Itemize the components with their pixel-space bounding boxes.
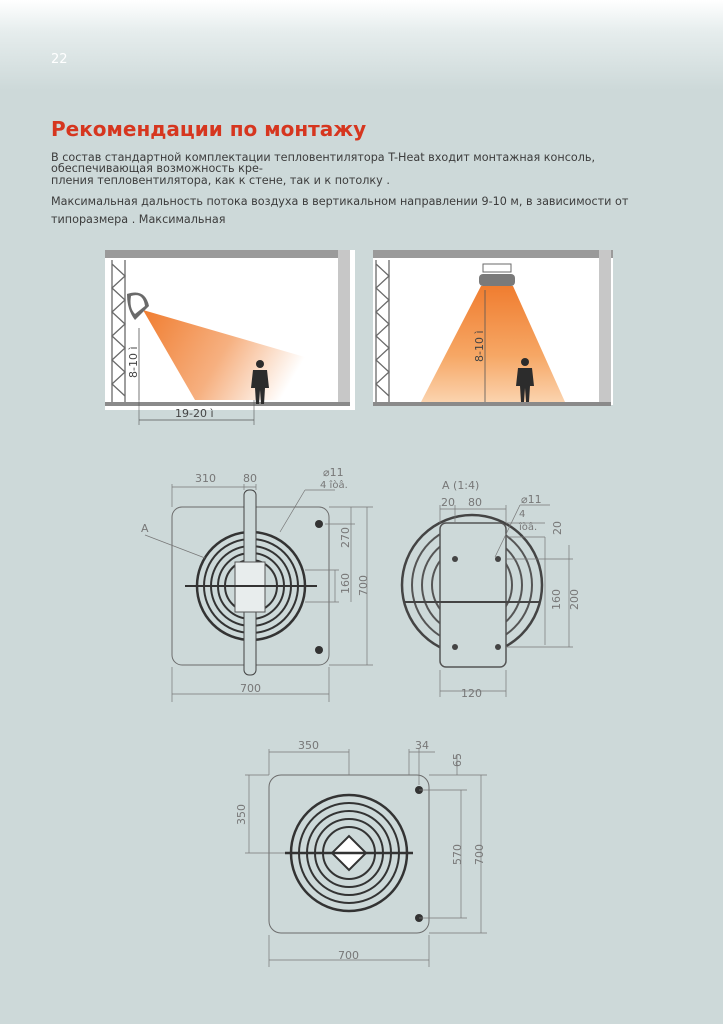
ceiling-mount-diagram bbox=[373, 250, 618, 410]
wall-distance-label: 19-20 ì bbox=[175, 407, 214, 420]
page-header-gradient bbox=[0, 0, 723, 90]
ceiling-heater-icon bbox=[479, 264, 515, 286]
hole-count-number: 4 bbox=[519, 509, 526, 520]
dim-350-horizontal: 350 bbox=[298, 739, 319, 752]
floor bbox=[105, 402, 350, 406]
dim-160: 160 bbox=[339, 573, 352, 594]
hole-count-label: 4 îòâ. bbox=[320, 480, 348, 491]
paragraph-3: Максимальная дальность потока воздуха в вертикальном направлении 9-10 м, в зависимости от bbox=[51, 195, 629, 208]
hole-diameter-label: ⌀11 bbox=[521, 493, 542, 506]
dim-570: 570 bbox=[451, 844, 464, 865]
right-wall bbox=[599, 250, 611, 402]
detail-title: A (1:4) bbox=[442, 479, 480, 492]
dim-80: 80 bbox=[468, 496, 482, 509]
ceiling bbox=[373, 250, 613, 258]
dim-34: 34 bbox=[415, 739, 429, 752]
dim-700-vertical: 700 bbox=[473, 844, 486, 865]
wall-mount-diagram bbox=[105, 250, 355, 440]
paragraph-4: типоразмера . Максимальная bbox=[51, 213, 226, 226]
dim-310: 310 bbox=[195, 472, 216, 485]
section-a-label: A bbox=[141, 522, 149, 535]
dim-700-vertical: 700 bbox=[357, 575, 370, 596]
hole-diameter-label: ⌀11 bbox=[323, 466, 344, 479]
floor bbox=[373, 402, 611, 406]
detail-view-a-drawing bbox=[395, 475, 595, 700]
dim-20-vertical: 20 bbox=[551, 521, 564, 535]
dim-270: 270 bbox=[339, 527, 352, 548]
dim-700-horizontal: 700 bbox=[338, 949, 359, 962]
page-number: 22 bbox=[51, 52, 68, 67]
dim-700-horizontal: 700 bbox=[240, 682, 261, 695]
wall-height-label: 8-10 ì bbox=[127, 346, 140, 378]
hole-count-unit: îòâ. bbox=[519, 522, 538, 533]
paragraph-1: В состав стандартной комплектации тепловентилятора T-Heat входит монтажная консоль, обеспечивающая возможность кре- bbox=[51, 151, 596, 175]
dim-160: 160 bbox=[550, 589, 563, 610]
dim-200: 200 bbox=[568, 589, 581, 610]
dim-65: 65 bbox=[451, 753, 464, 767]
dim-20: 20 bbox=[441, 496, 455, 509]
paragraph-2: пления тепловентилятора, как к стене, так и к потолку . bbox=[51, 174, 390, 187]
page-title: Рекомендации по монтажу bbox=[51, 117, 367, 141]
rear-view-drawing bbox=[225, 735, 500, 970]
ceiling-height-label: 8-10 ì bbox=[473, 330, 486, 362]
dim-80: 80 bbox=[243, 472, 257, 485]
dim-350-vertical: 350 bbox=[235, 804, 248, 825]
ceiling bbox=[105, 250, 350, 258]
right-wall bbox=[338, 250, 350, 405]
dim-120: 120 bbox=[461, 687, 482, 700]
front-view-drawing bbox=[135, 462, 385, 707]
